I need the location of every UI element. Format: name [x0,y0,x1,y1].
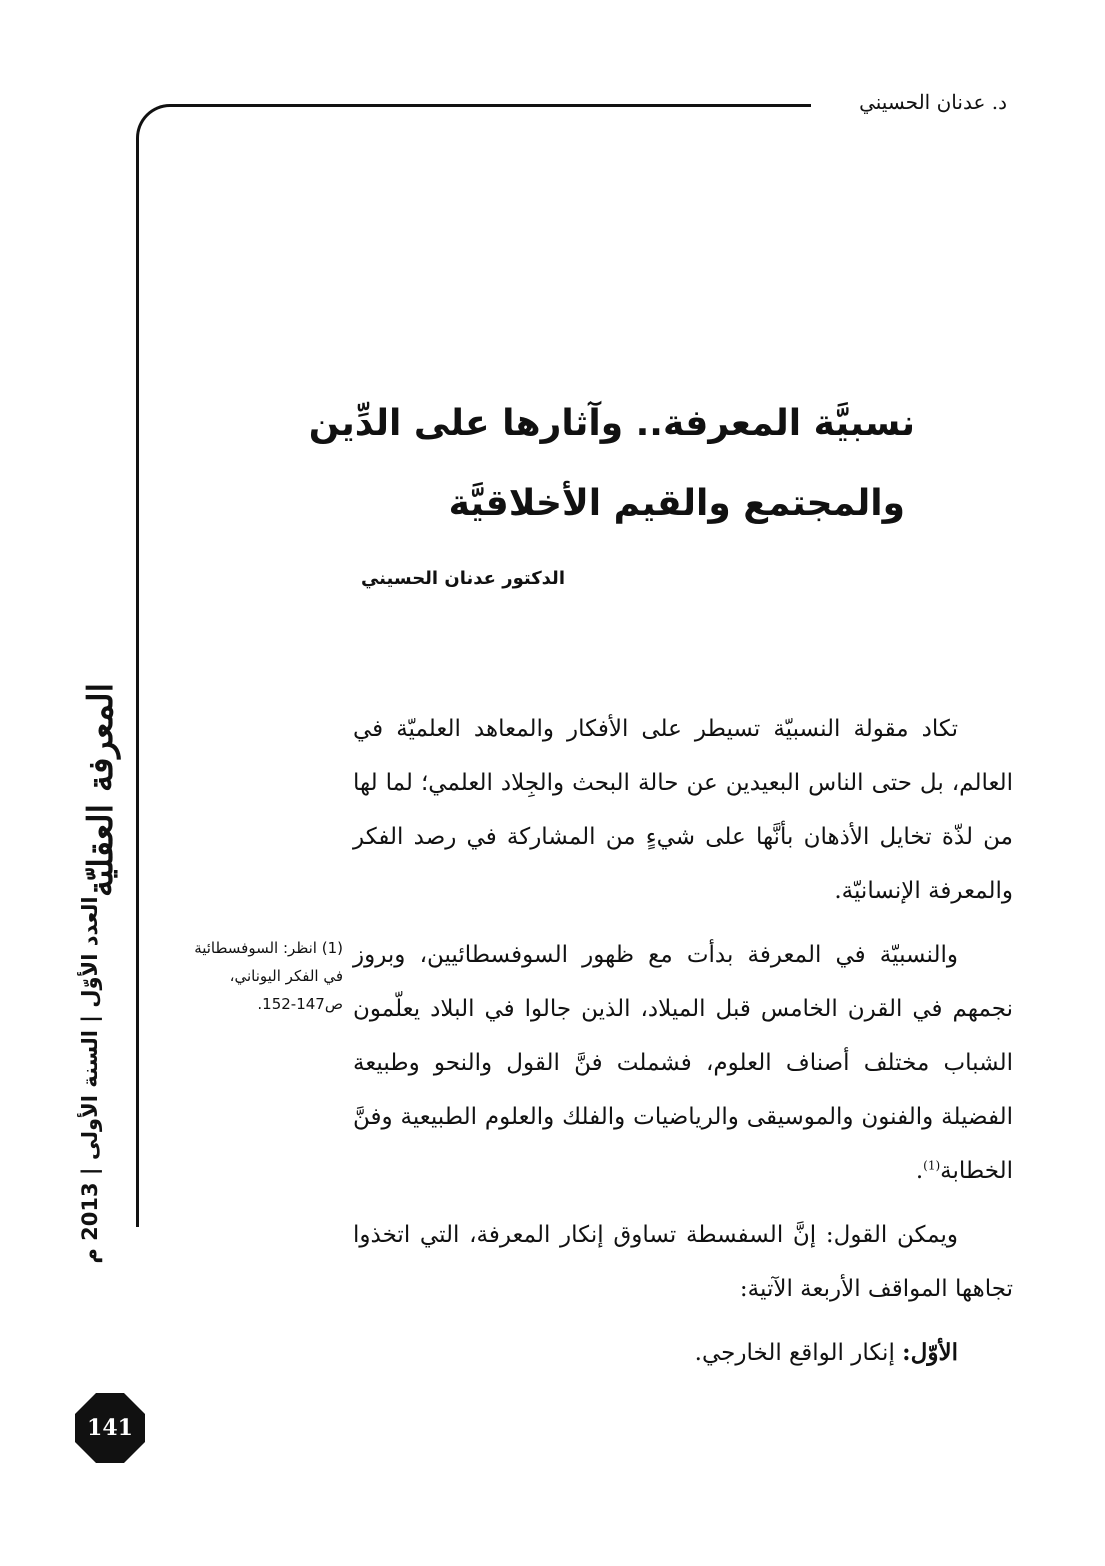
body-paragraph-2-text: والنسبيّة في المعرفة بدأت مع ظهور السوفسطائيين، وبروز نجمهم في القرن الخامس قبل الميلاد، الذين جالوا في البلاد يعلّمون الشباب مختلف أصناف العلوم، فشملت فنَّ القول والنحو وطبيعة الفضيلة والفنون والموسيقى والرياضيات والفلك والعلوم الطبيعية وفنَّ الخطابة [353,942,1013,1184]
article-author: الدكتور عدنان الحسيني [360,568,565,589]
footnote-line-2: في الفكر اليوناني، [229,967,343,985]
issue-info-vertical: العدد الأوّل | السنة الأولى | 2013 م [78,896,102,1264]
page-number-badge [74,1392,146,1464]
article-title [215,384,915,544]
footnote-line-3: ص147-152. [257,995,343,1013]
article-title-line-1: نسبيَّة المعرفة.. وآثارها على الدِّين [308,403,915,444]
footnote-reference: (1) [923,1158,941,1173]
article-title-line-2: والمجتمع والقيم الأخلاقيَّة [448,483,905,524]
list-item-1-text: إنكار الواقع الخارجي. [694,1340,903,1366]
body-paragraph-3: ويمكن القول: إنَّ السفسطة تساوق إنكار المعرفة، التي اتخذوا تجاهها المواقف الأربعة الآتية: [353,1222,1013,1302]
body-paragraph-2-end: . [915,1158,924,1184]
journal-name-vertical: المعرفة العقليّة [81,682,121,898]
running-header-author: د. عدنان الحسيني [859,90,1007,114]
list-item-1 [353,1326,1013,1380]
article-body [353,702,1013,1390]
footnote [153,934,343,1018]
page-number: 141 [87,1415,133,1441]
body-paragraph-2 [353,928,1013,1198]
footnote-line-1: (1) انظر: السوفسطائية [194,939,343,957]
journal-logo [56,680,146,900]
body-paragraph-1: تكاد مقولة النسبيّة تسيطر على الأفكار والمعاهد العلميّة في العالم، بل حتى الناس البعيدين عن حالة البحث والجِلاد العلمي؛ لما لها من لذّة تخايل الأذهان بأنَّها على شيءٍ من المشاركة في رصد الفكر والمعرفة الإنسانيّة. [353,716,1013,904]
list-item-1-label: الأوّل: [902,1339,958,1366]
